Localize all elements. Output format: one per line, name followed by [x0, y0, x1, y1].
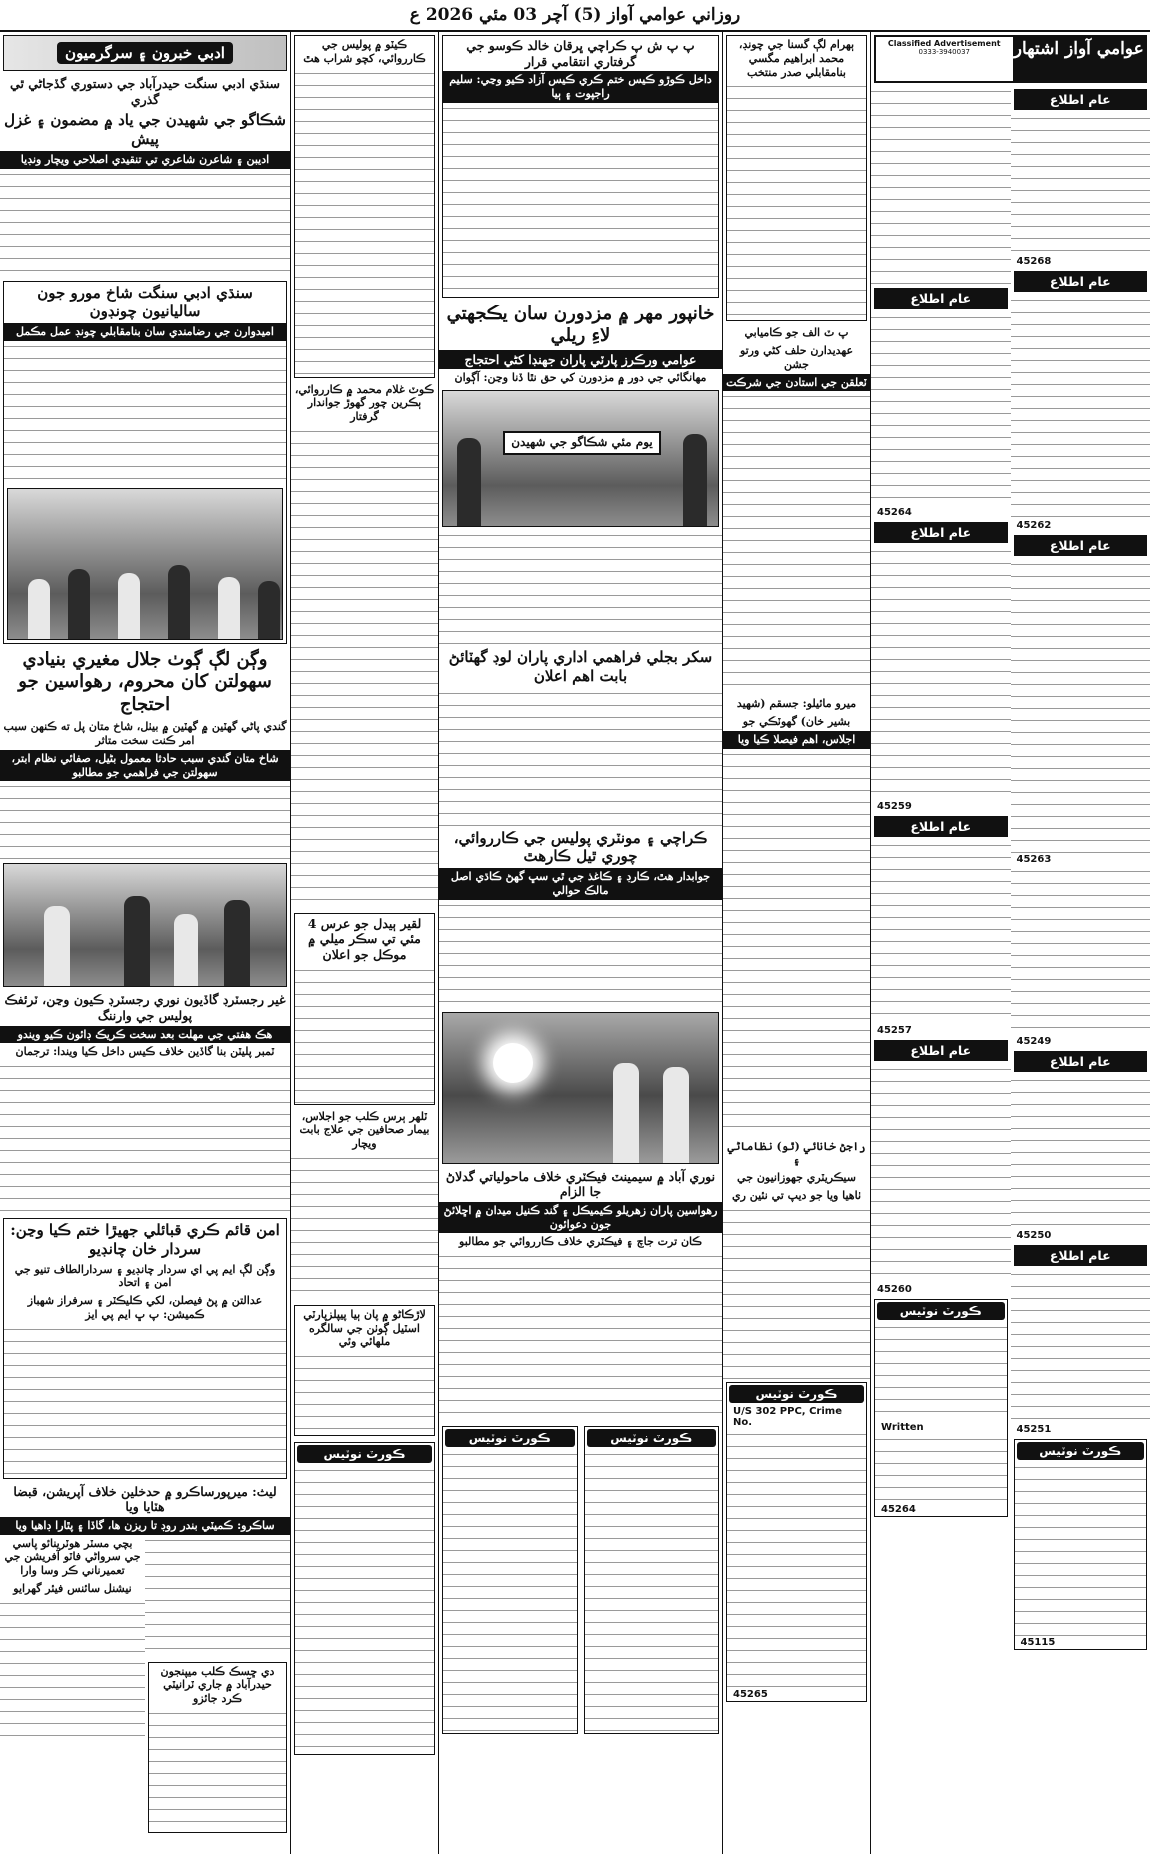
article-body	[0, 1598, 145, 1742]
ad-body	[1011, 866, 1150, 1035]
photo-group	[7, 488, 283, 640]
article-box	[294, 913, 435, 1105]
subheadline: مهانگائي جي دور ۾ مزدورن کي حق نٿا ڏنا وڃن: آڳوان	[454, 371, 707, 385]
ad-reference: 45259	[877, 801, 912, 812]
court-notice	[1014, 1439, 1148, 1650]
article-body	[439, 1251, 722, 1423]
court-notice-body	[295, 1465, 434, 1754]
subheadline: وڳن لڳ ايم پي اي سردار چانڊيو ۽ سردارالطاف تنيو جي امن ۽ اتحاد	[14, 1262, 276, 1290]
ad-heading: عام اطلاع	[1014, 89, 1148, 110]
article-body	[723, 1205, 870, 1379]
headline: ليث: ميرپورساڪرو ۾ حدخلين خلاف آپريشن، قبضا هٽايا ويا	[13, 1483, 277, 1515]
ad-reference: 45264	[881, 1504, 916, 1515]
ad-body	[1011, 295, 1150, 519]
ad-heading: عام اطلاع	[1014, 1051, 1148, 1072]
court-notice-row	[439, 1423, 722, 1737]
ad-heading: عام اطلاع	[874, 816, 1008, 837]
headline: سکر بجلي فراهمي اداري پاران لوڊ گهٽائڻ بابت اهم اعلان	[448, 648, 713, 685]
ad-body	[871, 840, 1011, 1024]
subheadline: گندي پاڻي گهٽين ۾ گهٽين ۾ بيٺل، شاخ متان پل ته ڪنهن سبب امر ڪنت سخت متاثر	[3, 720, 287, 747]
column-fourth	[723, 32, 870, 1854]
subheadline: اجلاس، اهم فيصلا ڪيا ويا	[723, 731, 870, 749]
court-notice-title: ڪورٽ نوٽيس	[729, 1385, 864, 1403]
ad-reference: 45264	[877, 507, 912, 518]
ad-body	[871, 86, 1011, 285]
photo-protest	[3, 863, 287, 987]
court-notice	[442, 1426, 578, 1734]
court-notice-title: ڪورٽ نوٽيس	[297, 1445, 432, 1463]
court-notice-title: ڪورٽ نوٽيس	[1017, 1442, 1145, 1460]
headline: ٻهرام لڳ گسنا جي چونڊ، محمد ابراهيم مگسي بنامقابلي صدر منتخب	[738, 38, 855, 79]
article-box	[3, 281, 287, 644]
photo-rally	[442, 390, 719, 527]
ad-body	[871, 312, 1011, 506]
subheadline: ٺاهيا ويا جو ديپ تي نئين ري	[731, 1188, 862, 1202]
classified-logo-title: عوامي آواز اشتهار	[1013, 37, 1146, 81]
court-notice-row	[291, 1439, 438, 1758]
bottom-article	[145, 1535, 290, 1836]
ad-reference: 45251	[1016, 1424, 1052, 1435]
headline: بچي مسٽر هوٽرينائو پاسي جي سرواڻي فاٽو آفريشن جي تعميرناني ڪر وسا وارا	[4, 1536, 141, 1577]
headline: شڪاگو جي شهيدن جي ياد ۾ مضمون ۽ غزل پيش	[4, 111, 286, 148]
ad-heading: عام اطلاع	[1014, 535, 1148, 556]
article-body	[295, 965, 434, 1104]
subheadline: ٽعلقن جي استادن جي شرڪت	[723, 374, 870, 392]
article-body	[295, 68, 434, 377]
ad-reference: 45250	[1016, 1230, 1052, 1241]
headline: سنڌي ادبي سنگت شاخ مورو جون ساليانيون چونڊون	[37, 283, 253, 321]
subheadline: نيشنل سائنس فيئر گهرايو	[13, 1581, 132, 1595]
masthead-text: روزاني عوامي آواز (5) آچر 03 مئي 2026 ع	[409, 5, 741, 25]
rally-banner	[503, 431, 661, 455]
ad-body	[871, 1064, 1011, 1283]
article-body	[295, 1351, 434, 1435]
headline: ڪوٽ غلام محمد ۾ ڪارروائي، ٻڪرين چور گهوڙ جواندار گرفتار	[294, 382, 435, 423]
subheadline: ٽمبر پليٽن بنا گاڏين خلاف ڪيس داخل ڪيا ويندا: ترجمان	[15, 1045, 275, 1059]
headline: پ ٽ الف جو ڪاميابي	[744, 326, 849, 340]
subheadline: ڪان ترت جاچ ۽ فيڪٽري خلاف ڪارروائي جو مطالبو	[459, 1235, 702, 1249]
article-body	[291, 426, 438, 910]
headline: پ پ ش پ ڪراچي ڀرقان خالد ڪوسو جي گرفتاري انتقامي قرار	[466, 38, 695, 69]
classifieds-grid	[871, 86, 1150, 1653]
ad-body	[1011, 559, 1150, 853]
headline: دي ڇسڪ ڪلب ميپنجون حيدرآباد ۾ جاري ٽرانيٽي ڪرد جائزو	[160, 1664, 275, 1705]
literary-banner	[3, 35, 287, 71]
article-body	[0, 169, 290, 278]
ad-reference: 45260	[877, 1284, 912, 1295]
article-box	[148, 1662, 287, 1833]
classified-logo-subtitle: Classified Advertisement	[887, 39, 1001, 48]
headline: وڳن لڳ ڳوٺ جلال مغيري بنيادي سهولتن کان محروم، رهواسين جو احتجاج	[18, 648, 272, 715]
article-body	[4, 341, 286, 485]
article-body	[0, 781, 290, 860]
article-box	[294, 1305, 435, 1436]
column-center	[439, 32, 722, 1854]
headline: ڪيٽو ۾ پوليس جي ڪارروائي، کچو شراب هٿ	[303, 38, 426, 65]
headline: راجڻ خانائي (ٿو) نظاماڻي ۽	[727, 1139, 866, 1167]
column-left	[0, 32, 290, 1854]
article-box	[442, 35, 719, 298]
headline: لاڙڪاڻو ۾ پان ٻيا پيپلزپارٽي اسٽيل ڳوٺن جي سالگره ملهائي وئي	[303, 1307, 426, 1349]
headline: خانپور مهر ۾ مزدورن سان يڪجهتي لاءِ ريلي	[446, 302, 715, 347]
column-classifieds	[871, 32, 1150, 1854]
subheadline: اديبن ۽ شاعرن شاعري تي تنقيدي اصلاحي ويچار ونڊيا	[0, 151, 290, 169]
headline: غير رجسٽرڊ گاڏيون نوري رجسٽرڊ ڪيون وڃن، ٽرئفڪ پوليس جي وارننگ	[4, 992, 286, 1023]
ad-reference: 45268	[1016, 256, 1052, 267]
subheadline: جوابدار هٿ، ڪارڊ ۽ ڪاغذ جي ٿي سڀ گهڻ ڪاڌي اصل مالڪ حوالي	[439, 868, 722, 900]
masthead	[0, 0, 1150, 32]
court-notice	[874, 1299, 1008, 1517]
article-body	[145, 1535, 290, 1659]
article-body	[439, 530, 722, 646]
subheadline: شاخ متان گندي سبب حادثا معمول بڻيل، صفائي نظام ابتر، سهولتن جي فراهمي جو مطالبو	[0, 750, 290, 782]
ad-body	[1011, 1075, 1150, 1229]
headline: لقير ٻيدل جو عرس 4 مئي تي سڪر ميلي ۾ موڪل جو اعلان	[307, 915, 422, 962]
court-notice-english-word: Written	[881, 1422, 924, 1433]
court-notice	[294, 1442, 435, 1755]
subheadline: داخل ڪوڙو ڪيس ختم ڪري ڪيس آزاد ڪيو وڃي: سليم راجپوت ۽ ٻيا	[443, 71, 718, 103]
subheadline: سيڪريٽري جهوزانيون جي	[737, 1171, 856, 1184]
classifieds-column-right	[1011, 86, 1150, 1653]
court-notice-title: ڪورٽ نوٽيس	[445, 1429, 575, 1447]
bottom-row	[0, 1535, 290, 1836]
court-notice-body	[875, 1322, 1007, 1421]
ad-reference: 45263	[1016, 854, 1052, 865]
subheadline: هڪ هفتي جي مهلت بعد سخت ڪريڪ ڊائون ڪيو ويندو	[0, 1026, 290, 1044]
classifieds-column-left	[871, 86, 1011, 1653]
subheadline: عهديدارن حلف کڻي ورتو جشن	[739, 344, 854, 371]
article-body	[149, 1708, 286, 1832]
court-notice-title: ڪورٽ نوٽيس	[877, 1302, 1005, 1320]
ad-heading: عام اطلاع	[1014, 1245, 1148, 1266]
ad-heading: عام اطلاع	[874, 1040, 1008, 1061]
court-notice-body	[727, 1429, 866, 1688]
article-body	[291, 1153, 438, 1302]
ad-heading: عام اطلاع	[874, 288, 1008, 309]
article-body	[727, 81, 866, 320]
article-body	[439, 688, 722, 827]
subheadline: بشير خان) گهوٽڪي جو	[742, 715, 851, 728]
subheadline: عدالتن ۾ پڻ فيصلن، لکي ڪليڪٽر ۽ سرفراز شهباز ڪميشن: پ ڀ ايم پي ايز	[27, 1294, 263, 1321]
ad-reference: 45115	[1020, 1637, 1056, 1648]
subheadline: اميدوارن جي رضامندي سان بنامقابلي چونڊ عمل مڪمل	[4, 323, 286, 341]
headline: امن قائم ڪري قبائلي جهيڙا ختم ڪيا وڃن: سردار خان چانڊيو	[10, 1221, 280, 1258]
court-notice-body	[1015, 1462, 1147, 1636]
column-second	[291, 32, 438, 1854]
article-body	[439, 900, 722, 1009]
ad-reference: 45265	[733, 1688, 768, 1700]
literary-banner-title: ادبي خبرون ۽ سرگرميون	[57, 42, 233, 64]
subheadline: ساڪرو: ڪميٽي بندر روڊ تا ريزن ها، گاڏا ۽ پٿارا ڊاهيا ويا	[0, 1517, 290, 1535]
classified-logo-phone: 0333-3940037	[918, 48, 970, 56]
court-case-number: U/S 302 PPC, Crime No.	[733, 1405, 842, 1428]
headline: ڪراچي ۽ مونٽري پوليس جي ڪارروائي، چوري ٿيل ڪارهٿ	[453, 828, 708, 866]
court-notice-body	[875, 1434, 1007, 1503]
article-box	[726, 35, 867, 321]
court-notice	[584, 1426, 720, 1734]
ad-heading: عام اطلاع	[1014, 271, 1148, 292]
ad-body	[871, 546, 1011, 800]
article-box	[3, 1218, 287, 1479]
article-body	[4, 1324, 286, 1478]
rally-banner-text: يوم مئي شڪاگو جي شهيدن	[511, 435, 653, 450]
ad-reference: 45249	[1016, 1036, 1052, 1047]
article-body	[723, 391, 870, 695]
ad-reference: 45262	[1016, 520, 1052, 531]
headline: سنڌي ادبي سنگت حيدرآباد جي دستوري گڏجاڻي ٿي گذري	[10, 76, 280, 107]
court-notice-title: ڪورٽ نوٽيس	[587, 1429, 717, 1447]
court-notice-body	[585, 1449, 719, 1733]
bottom-article	[0, 1535, 145, 1836]
article-box	[294, 35, 435, 378]
court-notice-body	[443, 1449, 577, 1733]
subheadline: رهواسين پاران زهريلو ڪيميڪل ۽ گند ڪنيل ميدان ۾ اڇلائڻ جون دعوائون	[439, 1202, 722, 1234]
ad-body	[1011, 113, 1150, 255]
classified-logo	[874, 35, 1147, 83]
headline: ميرو مائيلو: جسقم (شهيد	[736, 697, 857, 711]
article-body	[723, 749, 870, 1138]
headline: ٽلهر ٻرس ڪلب جو اجلاس، بيمار صحافين جي علاج بابت ويچار	[299, 1109, 430, 1151]
headline: نوري آباد ۾ سيمينٽ فيڪٽري خلاف ماحولياتي گدلاڻ جا الزام	[445, 1168, 716, 1200]
ad-reference: 45257	[877, 1025, 912, 1036]
court-notice	[726, 1382, 867, 1702]
ad-heading: عام اطلاع	[874, 522, 1008, 543]
article-body	[443, 103, 718, 297]
photo-recovered-car	[442, 1012, 719, 1164]
subheadline: عوامي ورڪرز پارٽي پاران جهنڊا کڻي احتجاج	[439, 350, 722, 370]
article-body	[0, 1061, 290, 1215]
classified-logo-contact	[876, 37, 1013, 81]
ad-body	[1011, 1269, 1150, 1423]
